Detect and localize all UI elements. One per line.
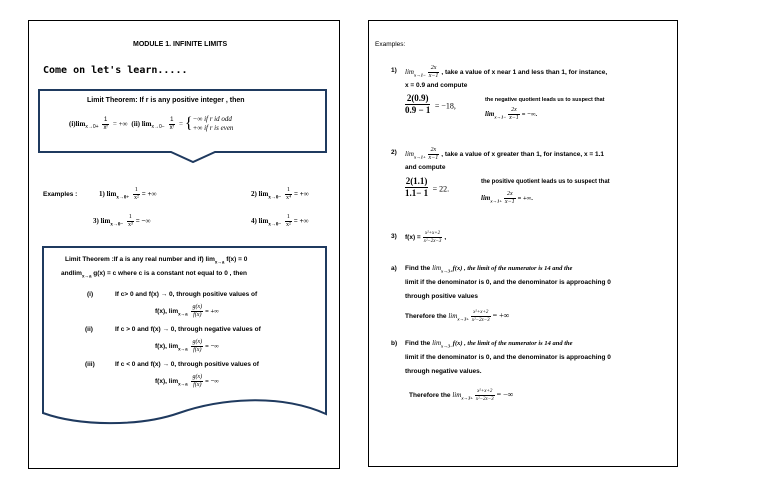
- theorem2-case-iii-label: (iii): [85, 361, 95, 368]
- right-ex2-line1: $\lim_{x\to 1+}$ $\frac{2x}{x-1}$ , take a value of x greater than 1, for instance, x = 1.1: [405, 147, 604, 161]
- right-ex3-function: f(x) = $\frac{\text{x²+x+2}}{\text{x²−2x−3}}$ ,: [405, 231, 447, 244]
- part-b-line2: limit if the denominator is 0, and the denominator is approaching 0: [405, 354, 611, 361]
- part-b-therefore: Therefore the $\lim_{x\to 3+}$ $\frac{\text{x²+x+2}}{\text{x²−2x−3}}$ = −∞: [409, 389, 514, 402]
- right-ex2-num: 2): [391, 149, 397, 156]
- right-ex2-conclusion: $\lim_{x\to 1+}$ $\frac{2x}{x-1}$ = +∞.: [481, 191, 533, 205]
- module-page-left: [28, 20, 340, 469]
- theorem1-formula: $(i)\lim_{x\to 0+}$ $\frac{1}{\text{xʳ}}$ = +∞ (ii) $\lim_{x\to 0-}$ $\frac{1}{\text{xʳ}}$ = { −∞ if r id odd +∞ if r is even: [69, 115, 234, 132]
- theorem2-case-i-label: (i): [87, 291, 94, 298]
- theorem2-case-i-limit: f(x), $\lim_{x\to a}$ $\frac{g(x)}{f(x)}$ = +∞: [155, 304, 219, 318]
- examples-label: Examples :: [43, 191, 78, 198]
- right-ex2-line2: and compute: [405, 164, 446, 171]
- theorem1-heading: Limit Theorem: If r is any positive integer , then: [87, 97, 245, 104]
- module-title: MODULE 1. INFINITE LIMITS: [133, 41, 228, 48]
- part-a-line2: limit if the denominator is 0, and the denominator is approaching 0: [405, 279, 611, 286]
- example-4: 4) $\lim_{x\to 0-}$ $\frac{1}{\text{x²}}$ = +∞: [251, 214, 309, 228]
- theorem2-case-iii-limit: f(x), $\lim_{x\to a}$ $\frac{g(x)}{f(x)}$ = −∞: [155, 374, 219, 388]
- right-ex1-line1: $\lim_{x\to 1-}$ $\frac{2x}{x-1}$ , take a value of x near 1 and less than 1, for instance,: [405, 65, 608, 79]
- example-2: 2) $\lim_{x\to 0-}$ $\frac{1}{\text{x⁴}}$ = +∞: [251, 187, 309, 201]
- part-b-line1: Find the $\lim_{x\to 3-}f(x)$ , the limit of the numerator is 14 and the: [405, 339, 573, 349]
- right-ex1-conclusion: $\lim_{x\to 1-}$ $\frac{2x}{x-1}$ = −∞.: [485, 107, 538, 121]
- module-page-right: [368, 20, 678, 467]
- right-ex2-calc: $\frac{2(1.1)}{1.1- 1}$ = 22.: [405, 176, 450, 198]
- right-ex3-num: 3): [391, 233, 397, 240]
- part-a-line3: through positive values: [405, 293, 478, 300]
- theorem2-case-ii-label: (ii): [85, 326, 93, 333]
- example-3: 3) $\lim_{x\to 0-}$ $\frac{1}{\text{x³}}$ = −∞: [93, 214, 151, 228]
- part-a-line1: Find the $\lim_{x\to 3+}f(x)$ , the limit of the numerator is 14 and the: [405, 264, 573, 274]
- part-a-therefore: Therefore the $\lim_{x\to 3+}$ $\frac{\text{x²+x+2}}{\text{x²−2x−3}}$ = +∞: [405, 310, 510, 323]
- right-ex2-note: the positive quotient leads us to suspect that: [481, 179, 610, 185]
- theorem2-line1: Limit Theorem :If a is any real number and if) $\lim_{x\to a} f(x) = 0$: [65, 256, 248, 265]
- theorem2-case-iii-text: If c < 0 and f(x) → 0, through positive values of: [115, 361, 259, 368]
- part-b-label: b): [391, 340, 398, 347]
- theorem2-case-ii-text: If c > 0 and f(x) → 0, through negative values of: [115, 326, 261, 333]
- come-on-heading: Come on let's learn.....: [43, 65, 188, 76]
- right-ex1-line2: x = 0.9 and compute: [405, 82, 468, 89]
- theorem2-case-ii-limit: f(x), $\lim_{x\to a}$ $\frac{g(x)}{f(x)}$ = −∞: [155, 339, 219, 353]
- right-ex1-note: the negative quotient leads us to suspect that: [485, 97, 605, 103]
- right-ex1-calc: $\frac{2(0.9)}{0.9 - 1}$ = −18,: [405, 93, 456, 115]
- example-1: 1) $\lim_{x\to 0+}$ $\frac{1}{\text{x²}}$ = +∞: [99, 187, 157, 201]
- theorem2-line2: andlim$_{x\to a}$ g(x) = c where c is a constant not equal to 0 , then: [61, 270, 247, 279]
- examples-label-right: Examples:: [375, 41, 406, 48]
- right-ex1-num: 1): [391, 67, 397, 74]
- page-left-shapes: [29, 21, 341, 470]
- theorem2-case-i-text: If c> 0 and f(x) → 0, through positive values of: [115, 291, 258, 298]
- part-a-label: a): [391, 265, 397, 272]
- part-b-line3: through negative values.: [405, 368, 482, 375]
